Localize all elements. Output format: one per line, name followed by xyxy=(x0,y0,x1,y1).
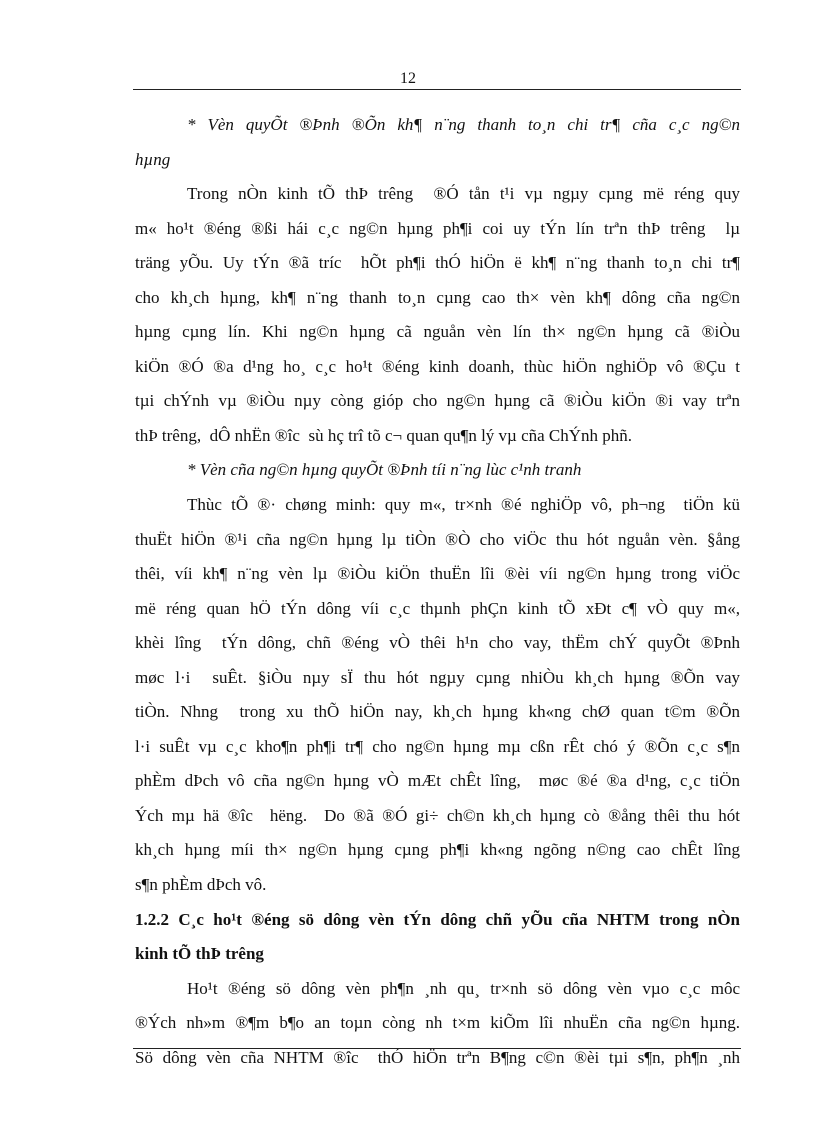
subheading-line: * Vèn quyÕt ®Þnh ®Õn kh¶ n¨ng thanh to¸n chi tr¶ cña c¸c ng©n xyxy=(187,115,740,134)
document-body xyxy=(135,108,740,1075)
text-line: Ých mµ hä ®îc hëng. Do ®ã ®Ó gi÷ ch©n kh¸ch hµng cò ®ång thêi thu hót xyxy=(135,805,740,825)
text-line: träng yÕu. Uy tÝn ®ã tríc hÕt ph¶i thÓ hiÖn ë kh¶ n¨ng thanh to¸n chi tr¶ xyxy=(135,253,740,273)
text-line: ®Ých nh»m ®¶m b¶o an toµn còng nh t×m kiÕm lîi nhuËn cña ng©n hµng. xyxy=(135,1013,740,1033)
section-heading-line: 1.2.2 C¸c ho¹t ®éng sö dông vèn tÝn dông chñ yÕu cña NHTM trong nÒn xyxy=(135,909,740,929)
subheading-line: * Vèn cña ng©n hµng quyÕt ®Þnh tíi n¨ng lùc c¹nh tranh xyxy=(187,460,582,480)
text-line: møc l·i suÊt. §iÒu nµy sÏ thu hót ngµy cµng nhiÒu kh¸ch hµng ®Õn vay xyxy=(135,667,740,687)
text-line: s¶n phÈm dÞch vô. xyxy=(135,875,267,895)
text-line: thÞ trêng, dÔ nhËn ®îc sù hç trî tõ c¬ quan qu¶n lý vµ cña ChÝnh phñ. xyxy=(135,425,633,445)
text-line: hµng cµng lín. Khi ng©n hµng cã nguån vèn lín th× ng©n hµng cã ®iÒu xyxy=(135,322,740,342)
text-line: l·i suÊt vµ c¸c kho¶n ph¶i tr¶ cho ng©n hµng mµ cßn rÊt chó ý ®Õn c¸c s¶n xyxy=(135,736,740,756)
text-line: Trong nÒn kinh tÕ thÞ trêng ®Ó tån t¹i vµ ngµy cµng më réng quy xyxy=(187,184,740,204)
text-line: m« ho¹t ®éng ®ßi hái c¸c ng©n hµng ph¶i coi uy tÝn lín trªn thÞ trêng lµ xyxy=(135,218,740,238)
text-line: phÈm dÞch vô cña ng©n hµng vÒ mÆt chÊt lîng, møc ®é ®a d¹ng, c¸c tiÖn xyxy=(135,771,740,791)
text-line: cho kh¸ch hµng, kh¶ n¨ng thanh to¸n cµng cao th× vèn kh¶ dông cña ng©n xyxy=(135,287,740,307)
text-line: thuËt hiÖn ®¹i cña ng©n hµng lµ tiÒn ®Ò cho viÖc thu hót nguån vèn. §ång xyxy=(135,529,740,549)
text-line: khèi lîng tÝn dông, chñ ®éng vÒ thêi h¹n cho vay, thËm chÝ quyÕt ®Þnh xyxy=(135,633,740,653)
text-line: thêi, víi kh¶ n¨ng vèn lµ ®iÒu kiÖn thuËn lîi ®èi víi ng©n hµng trong viÖc xyxy=(135,564,740,584)
text-line: Sö dông vèn cña NHTM ®îc thÓ hiÖn trªn B¶ng c©n ®èi tµi s¶n, ph¶n ¸nh xyxy=(135,1047,740,1067)
text-line: Thùc tÕ ®· chøng minh: quy m«, tr×nh ®é nghiÖp vô, ph¬ng tiÖn kü xyxy=(187,495,740,515)
text-line: tiÒn. Nhng trong xu thÕ hiÖn nay, kh¸ch hµng kh«ng chØ quan t©m ®Õn xyxy=(135,702,740,722)
subheading-line: hµng xyxy=(135,149,171,169)
text-line: kh¸ch hµng míi th× ng©n hµng cµng ph¶i kh«ng ngõng n©ng cao chÊt lîng xyxy=(135,840,740,860)
text-line: kiÖn ®Ó ®a d¹ng ho¸ c¸c ho¹t ®éng kinh doanh, thùc hiÖn nghiÖp vô ®Çu t xyxy=(135,356,740,376)
text-line: Ho¹t ®éng sö dông vèn ph¶n ¸nh qu¸ tr×nh sö dông vèn vµo c¸c môc xyxy=(187,978,740,998)
text-line: tµi chÝnh vµ ®iÒu nµy còng gióp cho ng©n hµng cã ®iÒu kiÖn ®i vay trªn xyxy=(135,391,740,411)
footer-rule xyxy=(133,1048,741,1049)
page-number: 12 xyxy=(400,70,416,87)
header-rule xyxy=(133,89,741,90)
text-line: më réng quan hÖ tÝn dông víi c¸c thµnh phÇn kinh tÕ xÐt c¶ vÒ quy m«, xyxy=(135,598,740,618)
section-heading-line: kinh tÕ thÞ trêng xyxy=(135,944,264,964)
